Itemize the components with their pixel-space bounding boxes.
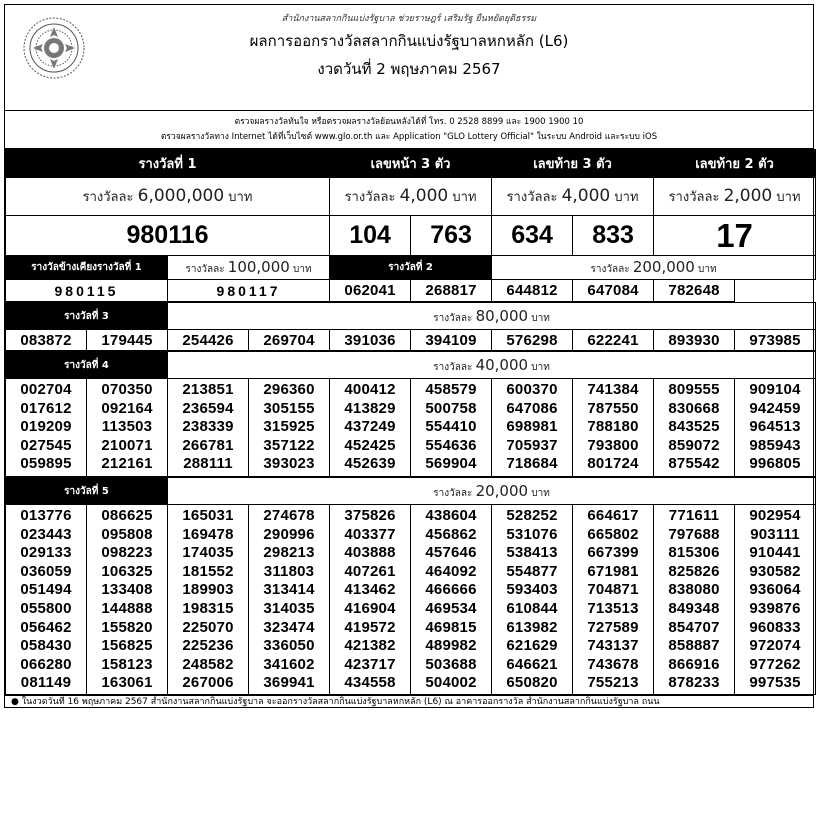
fifth-prize-number: 815306: [668, 544, 720, 562]
fifth-prize-number: 274678: [263, 507, 315, 524]
fourth-prize-numbers-row: [6, 379, 816, 477]
fourth-prize-number: 996805: [749, 455, 801, 472]
third-prize-number: 391036: [330, 330, 411, 351]
fifth-prize-number: 341602: [263, 655, 315, 673]
fourth-prize-column: [249, 379, 330, 477]
fifth-prize-number: 058430: [20, 637, 72, 655]
fifth-prize-number: 903111: [750, 525, 800, 543]
fourth-prize-column: [330, 379, 411, 477]
fifth-prize-number: 972074: [749, 637, 801, 655]
fifth-prize-table: [5, 477, 816, 695]
fifth-prize-number: 939876: [749, 599, 801, 617]
fifth-prize-amount: รางวัลละ 20,000 บาท: [168, 478, 816, 505]
fourth-prize-number: 027545: [20, 436, 72, 454]
fourth-prize-number: 002704: [20, 381, 72, 398]
fourth-prize-number: 843525: [668, 418, 720, 435]
fifth-prize-number: 667399: [587, 544, 639, 562]
draw-date: งวดวันที่ 2 พฤษภาคม 2567: [317, 60, 501, 78]
fifth-prize-number: 095808: [101, 525, 153, 543]
fifth-prize-number: 503688: [425, 655, 477, 673]
second-prize-number: 782648: [654, 280, 735, 302]
fifth-prize-number: 403377: [344, 525, 396, 543]
fifth-prize-number: 098223: [101, 544, 153, 562]
fifth-prize-number: 013776: [20, 507, 72, 524]
fifth-prize-number: 878233: [668, 674, 720, 692]
fifth-prize-number: 489982: [425, 637, 477, 655]
fourth-prize-number: 554410: [425, 418, 477, 435]
fifth-prize-number: 225070: [182, 618, 234, 636]
fifth-prize-number: 298213: [263, 544, 315, 562]
fourth-prize-number: 964513: [749, 418, 801, 435]
fourth-prize-number: 213851: [182, 381, 234, 398]
fourth-prize-number: 569904: [425, 455, 477, 472]
fifth-prize-number: 181552: [182, 562, 234, 580]
third-prize-table: [5, 302, 816, 351]
back2-amount: รางวัลละ 2,000 บาท: [654, 178, 816, 216]
fourth-prize-number: 017612: [20, 399, 72, 417]
fourth-prize-column: [735, 379, 816, 477]
fifth-prize-column: [735, 505, 816, 695]
fifth-prize-number: 036059: [20, 562, 72, 580]
fifth-prize-number: 528252: [506, 507, 558, 524]
fourth-prize-number: 830668: [668, 399, 720, 417]
fifth-prize-number: 419572: [344, 618, 396, 636]
header: [5, 5, 813, 111]
fourth-prize-label: รางวัลที่ 4: [6, 352, 168, 379]
fifth-prize-number: 997535: [749, 674, 801, 692]
fourth-prize-number: 238339: [182, 418, 234, 435]
fifth-prize-column: [168, 505, 249, 695]
fourth-prize-number: 698981: [506, 418, 558, 435]
fourth-prize-table: [5, 351, 816, 477]
fifth-prize-number: 960833: [749, 618, 801, 636]
fifth-prize-number: 029133: [20, 544, 72, 562]
info-web: ตรวจผลรางวัลทาง Internet ได้ที่เว็บไซต์ www.glo.or.th และ Application "GLO Lottery Official" ในระบบ Android และระบบ iOS: [160, 132, 658, 142]
fifth-prize-number: 144888: [101, 599, 153, 617]
fifth-prize-number: 290996: [263, 525, 315, 543]
fifth-prize-number: 165031: [182, 507, 234, 524]
fifth-prize-number: 621629: [506, 637, 558, 655]
second-prize-amount: รางวัลละ 200,000 บาท: [492, 256, 816, 280]
back3-amount: รางวัลละ 4,000 บาท: [492, 178, 654, 216]
info-lines: [5, 111, 813, 149]
front3-amount: รางวัลละ 4,000 บาท: [330, 178, 492, 216]
fifth-prize-number: 743137: [587, 637, 639, 655]
fourth-prize-column: [87, 379, 168, 477]
fourth-prize-number: 809555: [668, 381, 720, 398]
fifth-prize-number: 158123: [101, 655, 153, 673]
fifth-prize-number: 727589: [587, 618, 639, 636]
lottery-result-sheet: [4, 4, 814, 708]
fifth-prize-number: 910441: [749, 544, 801, 562]
fifth-prize-number: 086625: [101, 507, 153, 524]
fourth-prize-column: [573, 379, 654, 477]
second-prize-number: 062041: [330, 280, 411, 302]
fifth-prize-number: 838080: [668, 581, 720, 599]
fifth-prize-number: 671981: [587, 562, 639, 580]
fourth-prize-number: 647086: [506, 399, 558, 417]
fifth-prize-number: 866916: [668, 655, 720, 673]
fifth-prize-number: 464092: [425, 562, 477, 580]
fifth-prize-number: 849348: [668, 599, 720, 617]
fourth-prize-number: 437249: [344, 418, 396, 435]
fifth-prize-number: 407261: [344, 562, 396, 580]
fifth-prize-number: 434558: [344, 674, 396, 692]
fourth-prize-number: 357122: [263, 436, 315, 454]
fifth-prize-number: 797688: [668, 525, 720, 543]
fourth-prize-number: 315925: [263, 418, 315, 435]
fifth-prize-number: 323474: [263, 618, 315, 636]
fifth-prize-number: 225236: [182, 637, 234, 655]
fourth-prize-number: 705937: [506, 436, 558, 454]
fourth-prize-column: [411, 379, 492, 477]
fifth-prize-number: 457646: [425, 544, 477, 562]
fourth-prize-number: 788180: [587, 418, 639, 435]
fifth-prize-column: [6, 505, 87, 695]
fifth-prize-number: 664617: [587, 507, 639, 524]
back2-number: 17: [654, 216, 816, 256]
fifth-prize-number: 375826: [344, 507, 396, 524]
fifth-prize-number: 554877: [506, 562, 558, 580]
fifth-prize-number: 930582: [749, 562, 801, 580]
fourth-prize-number: 266781: [182, 436, 234, 454]
fifth-prize-number: 858887: [668, 637, 720, 655]
fifth-prize-numbers-row: [6, 505, 816, 695]
first-prize-label: รางวัลที่ 1: [6, 150, 330, 178]
fifth-prize-number: 771611: [668, 507, 720, 524]
fifth-prize-number: 650820: [506, 674, 558, 692]
fifth-prize-number: 163061: [101, 674, 153, 692]
front3-number: 763: [411, 216, 492, 256]
fourth-prize-number: 452425: [344, 436, 396, 454]
front3-label: เลขหน้า 3 ตัว: [330, 150, 492, 178]
fifth-prize-number: 421382: [344, 637, 396, 655]
second-prize-label: รางวัลที่ 2: [330, 256, 492, 280]
fifth-prize-column: [411, 505, 492, 695]
fifth-prize-column: [492, 505, 573, 695]
fifth-prize-number: 854707: [668, 618, 720, 636]
fourth-prize-number: 452639: [344, 455, 396, 472]
fifth-prize-number: 469534: [425, 599, 477, 617]
fifth-prize-label: รางวัลที่ 5: [6, 478, 168, 505]
fifth-prize-number: 189903: [182, 581, 234, 599]
fifth-prize-number: 174035: [182, 544, 234, 562]
fourth-prize-number: 236594: [182, 399, 234, 417]
fifth-prize-number: 531076: [506, 525, 558, 543]
fifth-prize-number: 469815: [425, 618, 477, 636]
fifth-prize-column: [573, 505, 654, 695]
fourth-prize-number: 942459: [749, 399, 801, 417]
main-prizes-table: [5, 149, 816, 302]
fifth-prize-number: 977262: [749, 655, 801, 673]
first-prize-number: 980116: [6, 216, 330, 256]
fourth-prize-number: 019209: [20, 418, 72, 435]
second-prize-number: 268817: [411, 280, 492, 302]
agency-motto: สำนักงานสลากกินแบ่งรัฐบาล ช่วยราษฎร์ เสริมรัฐ ยืนหยัดยุติธรรม: [281, 14, 537, 24]
fifth-prize-number: 743678: [587, 655, 639, 673]
fourth-prize-number: 985943: [749, 436, 801, 454]
second-prize-number: 647084: [573, 280, 654, 302]
fifth-prize-number: 133408: [101, 581, 153, 599]
fifth-prize-number: 155820: [101, 618, 153, 636]
fourth-prize-number: 909104: [749, 381, 801, 398]
third-prize-number: 083872: [6, 330, 87, 351]
near-first-amount: รางวัลละ 100,000 บาท: [168, 256, 330, 280]
fifth-prize-number: 023443: [20, 525, 72, 543]
fifth-prize-number: 613982: [506, 618, 558, 636]
fifth-prize-column: [330, 505, 411, 695]
near-first-number: 980117: [168, 280, 330, 302]
fourth-prize-number: 400412: [344, 381, 396, 398]
fifth-prize-number: 902954: [749, 507, 801, 524]
footnote: ● ในงวดวันที่ 16 พฤษภาคม 2567 สำนักงานสลากกินแบ่งรัฐบาล จะออกรางวัลสลากกินแบ่งรัฐบาลหกหลัก (L6) ณ อาคารออกรางวัล สำนักงานสลากกินแบ่งรัฐบาล ถนน: [5, 695, 813, 707]
fourth-prize-amount: รางวัลละ 40,000 บาท: [168, 352, 816, 379]
fifth-prize-number: 081149: [20, 674, 72, 692]
fifth-prize-column: [249, 505, 330, 695]
fourth-prize-number: 059895: [20, 455, 72, 472]
fourth-prize-number: 554636: [425, 436, 477, 454]
third-prize-number: 179445: [87, 330, 168, 351]
fifth-prize-number: 056462: [20, 618, 72, 636]
third-prize-number: 576298: [492, 330, 573, 351]
fifth-prize-number: 413462: [344, 581, 396, 599]
second-prize-number: 644812: [492, 280, 573, 302]
near-first-label: รางวัลข้างเคียงรางวัลที่ 1: [6, 256, 168, 280]
fifth-prize-number: 156825: [101, 637, 153, 655]
fourth-prize-number: 413829: [344, 399, 396, 417]
third-prize-number: 973985: [735, 330, 816, 351]
fifth-prize-number: 504002: [425, 674, 477, 692]
fourth-prize-column: [168, 379, 249, 477]
back2-label: เลขท้าย 2 ตัว: [654, 150, 816, 178]
third-prize-number: 622241: [573, 330, 654, 351]
fourth-prize-number: 305155: [263, 399, 315, 417]
fourth-prize-number: 296360: [263, 381, 315, 398]
fourth-prize-number: 092164: [101, 399, 153, 417]
fifth-prize-number: 169478: [182, 525, 234, 543]
back3-number: 634: [492, 216, 573, 256]
fourth-prize-number: 787550: [587, 399, 639, 417]
fifth-prize-number: 248582: [182, 655, 234, 673]
third-prize-number: 254426: [168, 330, 249, 351]
fifth-prize-column: [87, 505, 168, 695]
fourth-prize-number: 801724: [587, 455, 639, 472]
fifth-prize-number: 438604: [425, 507, 477, 524]
third-prize-number: 893930: [654, 330, 735, 351]
fourth-prize-number: 458579: [425, 381, 477, 398]
fourth-prize-number: 070350: [101, 381, 153, 398]
first-prize-amount: รางวัลละ 6,000,000 บาท: [6, 178, 330, 216]
fifth-prize-number: 055800: [20, 599, 72, 617]
fifth-prize-number: 106325: [101, 562, 153, 580]
third-prize-label: รางวัลที่ 3: [6, 303, 168, 330]
fifth-prize-number: 755213: [587, 674, 639, 692]
fifth-prize-number: 416904: [344, 599, 396, 617]
fifth-prize-number: 066280: [20, 655, 72, 673]
fourth-prize-number: 793800: [587, 436, 639, 454]
near-first-number: 980115: [6, 280, 168, 302]
back3-label: เลขท้าย 3 ตัว: [492, 150, 654, 178]
fourth-prize-number: 600370: [506, 381, 558, 398]
fifth-prize-number: 936064: [749, 581, 801, 599]
third-prize-number: 394109: [411, 330, 492, 351]
fourth-prize-number: 875542: [668, 455, 720, 472]
fifth-prize-column: [654, 505, 735, 695]
fifth-prize-number: 704871: [587, 581, 639, 599]
page-title: ผลการออกรางวัลสลากกินแบ่งรัฐบาลหกหลัก (L6): [249, 32, 569, 50]
fifth-prize-number: 267006: [182, 674, 234, 692]
fourth-prize-number: 859072: [668, 436, 720, 454]
fourth-prize-number: 288111: [183, 455, 233, 472]
fourth-prize-number: 718684: [506, 455, 558, 472]
fifth-prize-number: 825826: [668, 562, 720, 580]
fifth-prize-number: 713513: [587, 599, 639, 617]
fourth-prize-number: 500758: [425, 399, 477, 417]
fifth-prize-number: 198315: [182, 599, 234, 617]
fourth-prize-column: [492, 379, 573, 477]
fourth-prize-number: 210071: [101, 436, 153, 454]
fourth-prize-number: 741384: [587, 381, 639, 398]
third-prize-number: 269704: [249, 330, 330, 351]
fifth-prize-number: 336050: [263, 637, 315, 655]
fifth-prize-number: 646621: [506, 655, 558, 673]
fifth-prize-number: 466666: [425, 581, 477, 599]
back3-number: 833: [573, 216, 654, 256]
fifth-prize-number: 313414: [263, 581, 315, 599]
fourth-prize-column: [654, 379, 735, 477]
fifth-prize-number: 311803: [263, 562, 315, 580]
fifth-prize-number: 369941: [263, 674, 315, 692]
fifth-prize-number: 593403: [506, 581, 558, 599]
info-phone: ตรวจผลรางวัลทันใจ หรือตรวจผลรางวัลย้อนหลังได้ที่ โทร. 0 2528 8899 และ 1900 1900 10: [234, 117, 584, 127]
fifth-prize-number: 665802: [587, 525, 639, 543]
fifth-prize-number: 051494: [20, 581, 72, 599]
fifth-prize-number: 538413: [506, 544, 558, 562]
fifth-prize-number: 423717: [344, 655, 396, 673]
fifth-prize-number: 610844: [506, 599, 558, 617]
fourth-prize-number: 393023: [263, 455, 315, 472]
fourth-prize-column: [6, 379, 87, 477]
front3-number: 104: [330, 216, 411, 256]
fifth-prize-number: 314035: [263, 599, 315, 617]
fifth-prize-number: 456862: [425, 525, 477, 543]
third-prize-amount: รางวัลละ 80,000 บาท: [168, 303, 816, 330]
fifth-prize-number: 403888: [344, 544, 396, 562]
fourth-prize-number: 113503: [101, 418, 153, 435]
fourth-prize-number: 212161: [101, 455, 153, 472]
